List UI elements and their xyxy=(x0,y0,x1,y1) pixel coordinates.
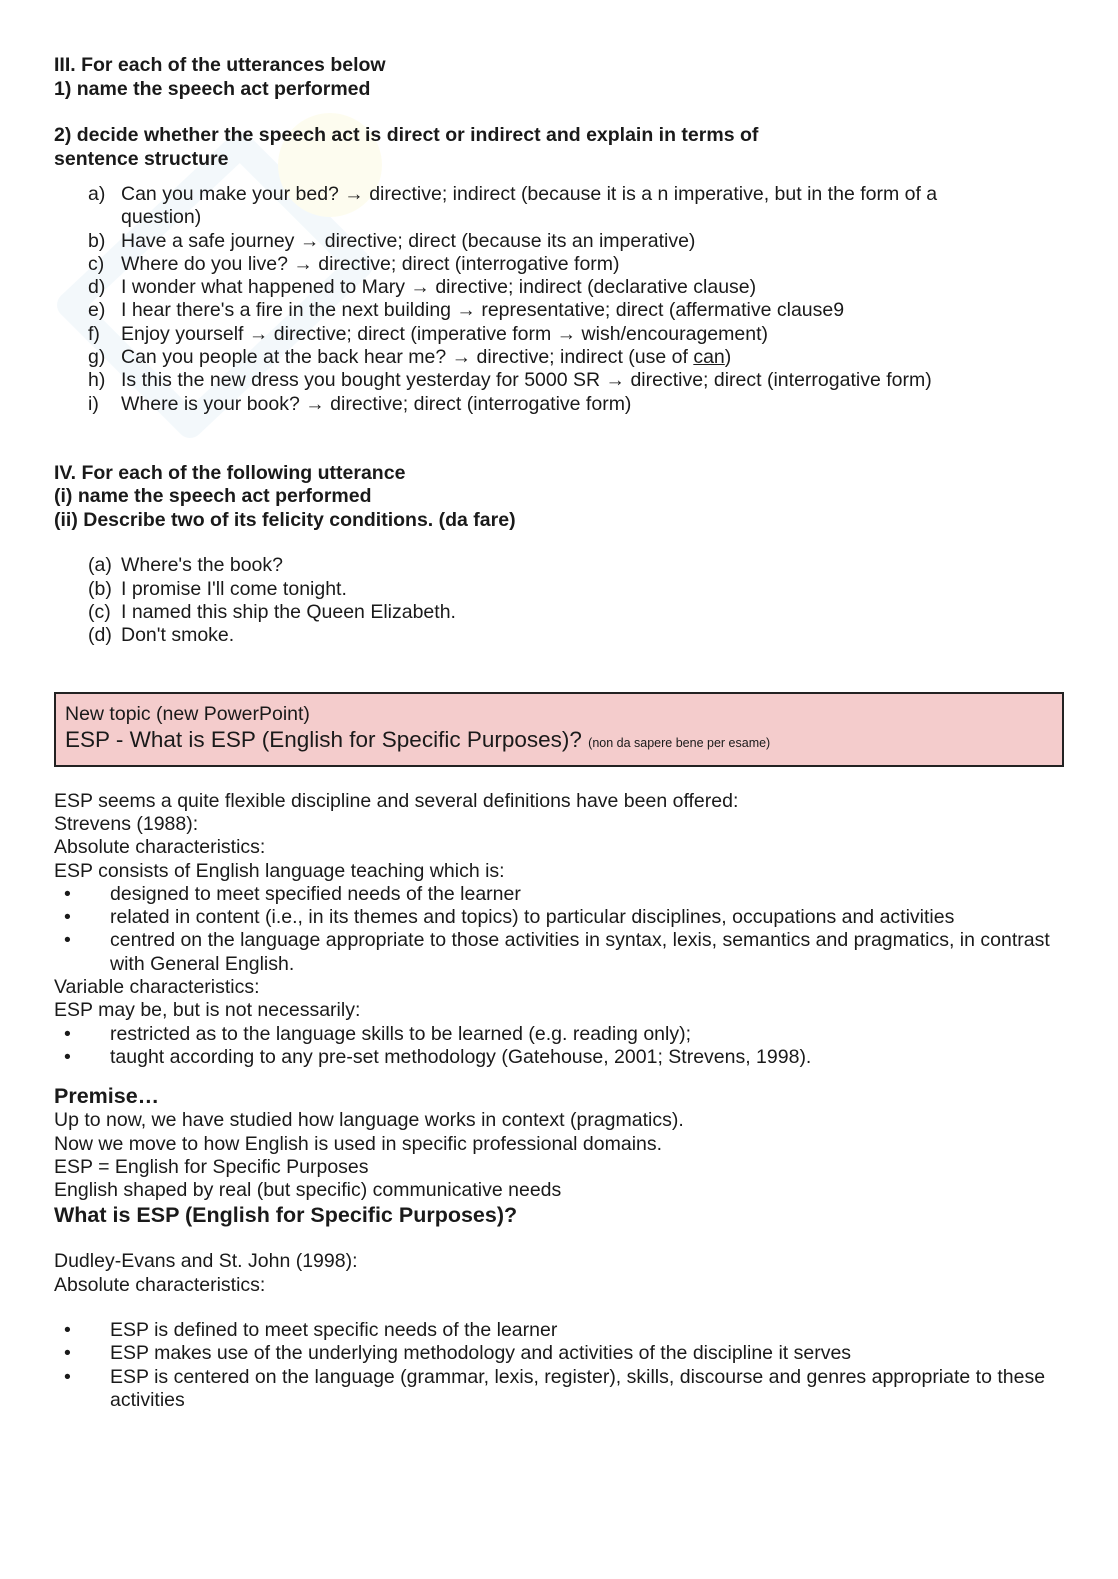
list-item: (d) Don't smoke. xyxy=(88,624,235,647)
list-item: • related in content (i.e., in its themes and topics) to particular disciplines, occupations and activities xyxy=(64,906,955,929)
list-item: (a) Where's the book? xyxy=(88,554,283,577)
section4-heading-3: (ii) Describe two of its felicity conditions. (da fare) xyxy=(54,508,516,531)
section4-heading-1: IV. For each of the following utterance xyxy=(54,461,406,484)
list-item: • centred on the language appropriate to those activities in syntax, lexis, semantics and pragmatics, in contrast with General English. xyxy=(64,929,1050,975)
section3-heading-3: 2) decide whether the speech act is direct or indirect and explain in terms of sentence structure xyxy=(54,124,759,170)
list-item: (b) I promise I'll come tonight. xyxy=(88,577,347,600)
esp-consists: ESP consists of English language teaching which is: xyxy=(54,859,505,882)
list-item: • taught according to any pre-set methodology (Gatehouse, 2001; Strevens, 1998). xyxy=(64,1045,812,1068)
list-item: c) Where do you live? → directive; direct (interrogative form) xyxy=(88,252,620,275)
section4-heading-2: (i) name the speech act performed xyxy=(54,485,372,508)
dudley-ref: Dudley-Evans and St. John (1998): xyxy=(54,1250,358,1273)
list-item: b) Have a safe journey → directive; direct (because its an imperative) xyxy=(88,229,696,252)
topic-box-title: ESP - What is ESP (English for Specific Purposes)? (non da sapere bene per esame) xyxy=(65,726,771,752)
esp-variable-label: Variable characteristics: xyxy=(54,976,260,999)
section3-list xyxy=(54,183,1064,416)
list-item: g) Can you people at the back hear me? → directive; indirect (use of can) xyxy=(88,346,732,369)
esp-absolute-label: Absolute characteristics: xyxy=(54,836,266,859)
premise-line: Now we move to how English is used in specific professional domains. xyxy=(54,1132,663,1155)
esp-intro: ESP seems a quite flexible discipline and several definitions have been offered: xyxy=(54,789,739,812)
premise-line: ESP = English for Specific Purposes xyxy=(54,1155,369,1178)
section3-heading-2: 1) name the speech act performed xyxy=(54,77,371,100)
list-item: i) Where is your book? → directive; direct (interrogative form) xyxy=(88,392,632,415)
list-item: • designed to meet specified needs of the learner xyxy=(64,882,521,905)
underlined-word: can xyxy=(693,346,725,369)
list-item: d) I wonder what happened to Mary → directive; indirect (declarative clause) xyxy=(88,276,757,299)
list-item: h) Is this the new dress you bought yesterday for 5000 SR → directive; direct (interrogative form) xyxy=(88,369,932,392)
topic-box-note: (non da sapere bene per esame) xyxy=(588,735,771,750)
premise-title: Premise… xyxy=(54,1084,160,1109)
list-item: e) I hear there's a fire in the next building → representative; direct (affermative clause9 xyxy=(88,299,845,322)
dudley-absolute-label: Absolute characteristics: xyxy=(54,1273,266,1296)
new-topic-box xyxy=(54,692,1064,767)
section3-heading-1: III. For each of the utterances below xyxy=(54,54,386,76)
list-item: • restricted as to the language skills to be learned (e.g. reading only); xyxy=(64,1022,692,1045)
list-item: • ESP is centered on the language (grammar, lexis, register), skills, discourse and genres appropriate to these activities xyxy=(64,1365,1046,1411)
esp-may-be: ESP may be, but is not necessarily: xyxy=(54,999,361,1022)
list-item: • ESP makes use of the underlying methodology and activities of the discipline it serves xyxy=(64,1342,852,1365)
list-item: a) Can you make your bed? → directive; indirect (because it is a n imperative, but in the form of a question) xyxy=(88,183,938,229)
list-item: (c) I named this ship the Queen Elizabeth. xyxy=(88,601,456,624)
premise-question: What is ESP (English for Specific Purposes)? xyxy=(54,1203,518,1228)
dudley-list xyxy=(54,1319,1064,1412)
esp-variable-list xyxy=(54,1023,1064,1070)
section4-list xyxy=(54,554,1064,647)
list-item: • ESP is defined to meet specific needs of the learner xyxy=(64,1319,558,1341)
list-item: f) Enjoy yourself → directive; direct (imperative form → wish/encouragement) xyxy=(88,322,768,345)
premise-line: Up to now, we have studied how language works in context (pragmatics). xyxy=(54,1109,684,1132)
esp-strevens: Strevens (1988): xyxy=(54,812,199,835)
topic-box-line1: New topic (new PowerPoint) xyxy=(65,702,310,725)
premise-line: English shaped by real (but specific) communicative needs xyxy=(54,1179,562,1202)
esp-absolute-list xyxy=(54,883,1064,976)
document-page xyxy=(54,54,1064,1412)
